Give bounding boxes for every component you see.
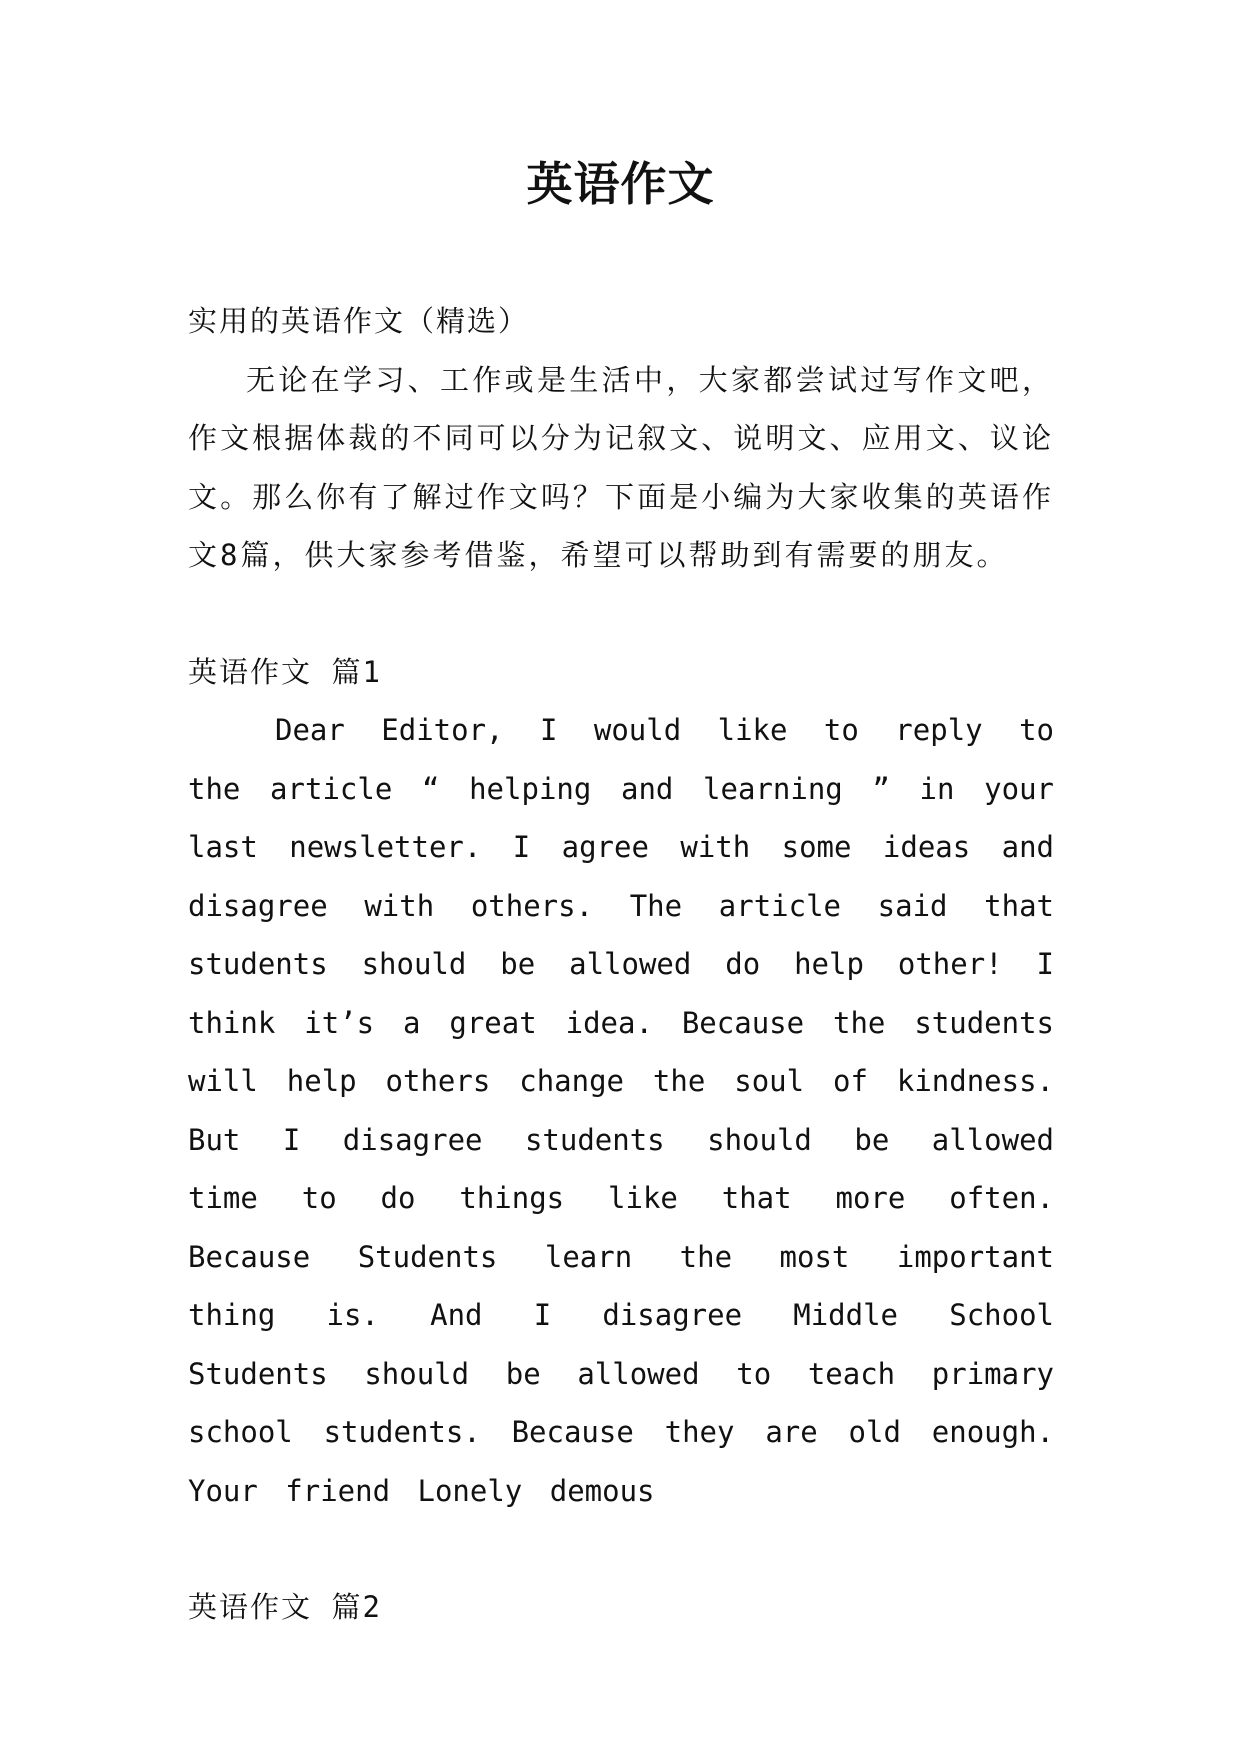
intro-paragraph: 无论在学习、工作或是生活中，大家都尝试过写作文吧，作文根据体裁的不同可以分为记叙文、说明文、应用文、议论文。那么你有了解过作文吗？下面是小编为大家收集的英语作文8篇，供大家参考借鉴，希望可以帮助到有需要的朋友。 (188, 362, 1054, 572)
intro-heading: 实用的英语作文（精选） (188, 304, 530, 338)
document-body (188, 292, 1054, 1637)
section-heading-1: 英语作文 篇1 (188, 654, 382, 689)
section-body-1: Dear Editor, I would like to reply to the article “ helping and learning ” in your last newsletter. I agree with some ideas and disagree with others. The article said that students should be allowed do help other! I think it’s a great idea. Because the students will help others change the soul of kindness. But I disagree students should be allowed time to do things like that more often. Because Students learn the most important thing is. And I disagree Middle School Students should be allowed to teach primary school students. Because they are old enough. Your friend Lonely demous (188, 713, 1054, 1508)
section-heading-2: 英语作文 篇2 (188, 1590, 382, 1624)
document-title: 英语作文 (526, 157, 715, 211)
